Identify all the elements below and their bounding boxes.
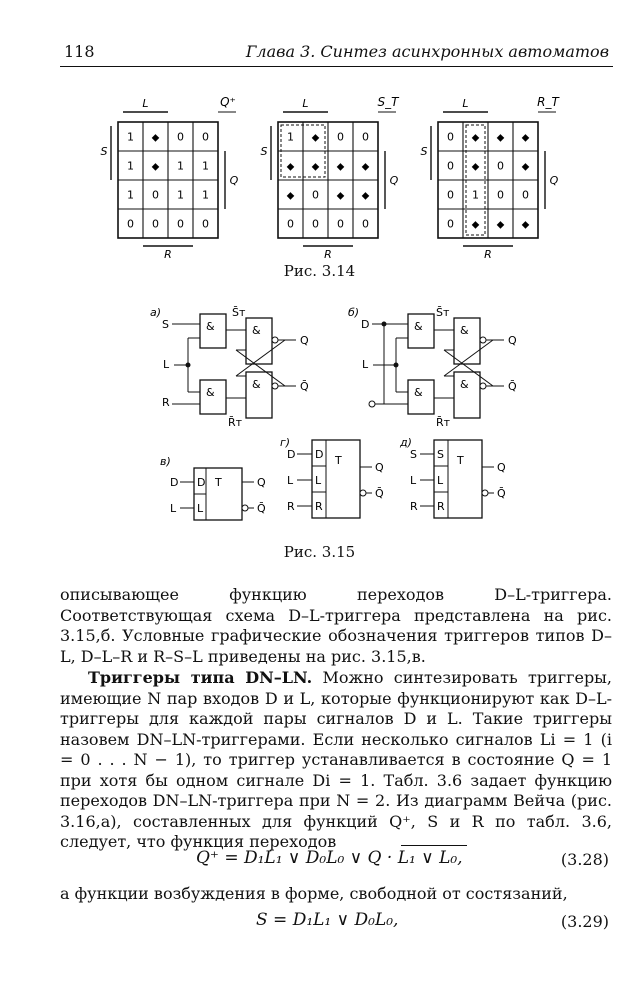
figure-3-15-caption: Рис. 3.15	[283, 543, 356, 561]
st-label: S̄т	[232, 306, 246, 319]
kmap-cell: 0	[177, 217, 184, 231]
kmap-cell: 0	[447, 188, 454, 202]
input-l: L	[163, 358, 170, 371]
output-q: Q	[300, 334, 309, 347]
kmap-cell: 0	[362, 130, 369, 144]
output-qbar: Q̄	[300, 380, 309, 393]
output-qbar: Q̄	[497, 487, 506, 500]
kmap-title: Q⁺	[220, 95, 236, 109]
kmap-cell: 1	[127, 130, 134, 144]
and-gate: &	[206, 320, 215, 333]
label-v: в)	[160, 455, 171, 468]
pin-l: L	[315, 474, 322, 487]
equation-number: (3.29)	[560, 912, 609, 931]
kmap-r-label: R	[164, 248, 172, 260]
kmap-cell: 1	[202, 159, 209, 173]
input-s: S	[410, 448, 417, 461]
label-d: д)	[400, 436, 412, 449]
and-gate: &	[252, 378, 261, 391]
rt-label: R̄т	[228, 416, 243, 429]
overline	[401, 845, 467, 846]
kmap-cell: 1	[287, 130, 294, 144]
t-label: T	[335, 454, 342, 467]
pin-r: R	[315, 500, 323, 513]
kmap-q-label: Q	[549, 174, 559, 187]
output-q: Q	[508, 334, 517, 347]
kmap-cell: 0	[177, 130, 184, 144]
input-r: R	[410, 500, 418, 513]
t-label: T	[457, 454, 464, 467]
output-qbar: Q̄	[257, 502, 266, 515]
input-l: L	[362, 358, 369, 371]
pin-l: L	[197, 502, 204, 515]
pin-l: L	[437, 474, 444, 487]
paragraph-3	[60, 884, 612, 905]
page-number: 118	[64, 42, 95, 61]
kmap-cell: 1	[177, 159, 184, 173]
input-r: R	[162, 396, 170, 409]
label-a: а)	[150, 306, 162, 319]
kmap-r-label: R	[324, 248, 332, 260]
kmap-s-label: S	[420, 145, 428, 158]
kmap-cell: ◆	[151, 161, 160, 173]
kmap-cell: 0	[127, 217, 134, 231]
label-b: б)	[348, 306, 360, 319]
kmap-cell: ◆	[151, 132, 160, 144]
kmap-cell: ◆	[311, 161, 320, 173]
pin-r: R	[437, 500, 445, 513]
kmap-cell: ◆	[361, 161, 370, 173]
input-s: S	[162, 318, 169, 331]
paragraph-1-text: описывающее функцию переходов D–L-триггера. Соответствующая схема D–L-триггера представлена на рис. 3.15,б. Условные графические обозначения триггеров типов D–L, D–L–R и R–S–L приведены на рис. 3.15,в.	[60, 585, 612, 666]
kmap-cell: ◆	[521, 219, 530, 231]
kmap-cell: 0	[337, 217, 344, 231]
kmap-q-label: Q	[389, 174, 399, 187]
kmap-cell: ◆	[286, 161, 295, 173]
kmap-cell: ◆	[361, 190, 370, 202]
output-qbar: Q̄	[508, 380, 517, 393]
paragraph-2-text	[60, 668, 612, 853]
figure-3-14	[0, 90, 639, 260]
kmap-cell: ◆	[471, 132, 480, 144]
kmap-cell: 0	[312, 188, 319, 202]
paragraph-2-body: Можно синтезировать триггеры, имеющие N пар входов D и L, которые функционируют как D–L-триггеры для каждой пары сигналов D и L. Такие триггеры назовем DN–LN-триггерами. Если несколько сигналов Li = 1 (i = 0 . . . N − 1), то триггер устанавливается в состояние Q = 1 при хотя бы одном сигнале Di = 1. Табл. 3.6 задает функцию переходов DN–LN-триггера при N = 2. Из диаграмм Вейча (рис. 3.16,а), составленных для функций Q⁺, S и R по табл. 3.6, следует, что функция переходов	[60, 668, 613, 851]
equation-number: (3.28)	[560, 850, 609, 869]
kmap-cell: 0	[202, 217, 209, 231]
kmap-r-label: R	[484, 248, 492, 260]
kmap-cell: 0	[522, 188, 529, 202]
input-r: R	[287, 500, 295, 513]
and-gate: &	[414, 320, 423, 333]
and-gate: &	[414, 386, 423, 399]
kmap-cell: 0	[447, 217, 454, 231]
output-qbar: Q̄	[375, 487, 384, 500]
circuit-a	[150, 306, 309, 429]
t-label: T	[215, 476, 222, 489]
output-q: Q	[375, 461, 384, 474]
kmap-s-label: S	[260, 145, 268, 158]
and-gate: &	[206, 386, 215, 399]
input-d: D	[287, 448, 296, 461]
symbol-d	[399, 436, 506, 518]
kmap-title: S_T	[377, 95, 399, 109]
input-d: D	[361, 318, 370, 331]
circuit-b	[348, 306, 517, 429]
st-label: S̄т	[436, 306, 450, 319]
kmap-cell: ◆	[336, 161, 345, 173]
kmap-title: R_T	[537, 95, 559, 109]
kmap-l-label: L	[462, 97, 469, 110]
kmap-l-label: L	[302, 97, 309, 110]
kmap-cell: 0	[362, 217, 369, 231]
paragraph-1	[60, 585, 612, 667]
output-q: Q	[497, 461, 506, 474]
input-l: L	[287, 474, 294, 487]
header-rule	[60, 66, 613, 67]
kmap-cell: 1	[202, 188, 209, 202]
kmap-cell: 1	[127, 159, 134, 173]
kmap-cell: ◆	[471, 161, 480, 173]
rt-label: R̄т	[436, 416, 451, 429]
equation-3-28: Q⁺ = D₁L₁ ∨ D₀L₀ ∨ Q · L₁ ∨ L₀,	[196, 848, 463, 868]
input-l: L	[170, 502, 177, 515]
kmap-cell: 1	[177, 188, 184, 202]
kmap-cell: 0	[202, 130, 209, 144]
kmap-cell: 0	[447, 159, 454, 173]
kmap-cell: 0	[497, 188, 504, 202]
kmap-cell: ◆	[336, 190, 345, 202]
pin-d: D	[315, 448, 324, 461]
and-gate: &	[460, 324, 469, 337]
kmap-cell: ◆	[471, 219, 480, 231]
kmap-cell: 1	[127, 188, 134, 202]
figure-3-15	[0, 300, 639, 540]
kmap-cell: 0	[152, 217, 159, 231]
kmap-cell: 1	[472, 188, 479, 202]
kmap-cell: 0	[497, 159, 504, 173]
kmap-cell: 0	[152, 188, 159, 202]
kmap-cell: 0	[287, 217, 294, 231]
pin-d: D	[197, 476, 206, 489]
symbol-g	[280, 436, 384, 518]
kmap-cell: ◆	[286, 190, 295, 202]
figure-3-14-caption: Рис. 3.14	[283, 262, 356, 280]
kmap-cell: 0	[312, 217, 319, 231]
and-gate: &	[252, 324, 261, 337]
and-gate: &	[460, 378, 469, 391]
kmap-s-label: S	[100, 145, 108, 158]
paragraph-2-heading: Триггеры типа DN–LN.	[88, 668, 313, 687]
label-g: г)	[280, 436, 291, 449]
kmap-cell: 0	[447, 130, 454, 144]
output-q: Q	[257, 476, 266, 489]
symbol-v	[160, 455, 266, 520]
equation-3-29: S = D₁L₁ ∨ D₀L₀,	[256, 910, 399, 930]
input-d: D	[170, 476, 179, 489]
kmap-cell: 0	[337, 130, 344, 144]
paragraph-3-text: а функции возбуждения в форме, свободной от состязаний,	[60, 884, 568, 903]
kmap-cell: ◆	[521, 132, 530, 144]
pin-s: S	[437, 448, 444, 461]
chapter-title: Глава 3. Синтез асинхронных автоматов	[245, 42, 609, 61]
kmap-q-label: Q	[229, 174, 239, 187]
kmap-cell: ◆	[311, 132, 320, 144]
kmap-cell: ◆	[521, 161, 530, 173]
kmap-cell: ◆	[496, 132, 505, 144]
kmap-l-label: L	[142, 97, 149, 110]
kmap-cell: ◆	[496, 219, 505, 231]
paragraph-2	[60, 668, 612, 853]
input-l: L	[410, 474, 417, 487]
